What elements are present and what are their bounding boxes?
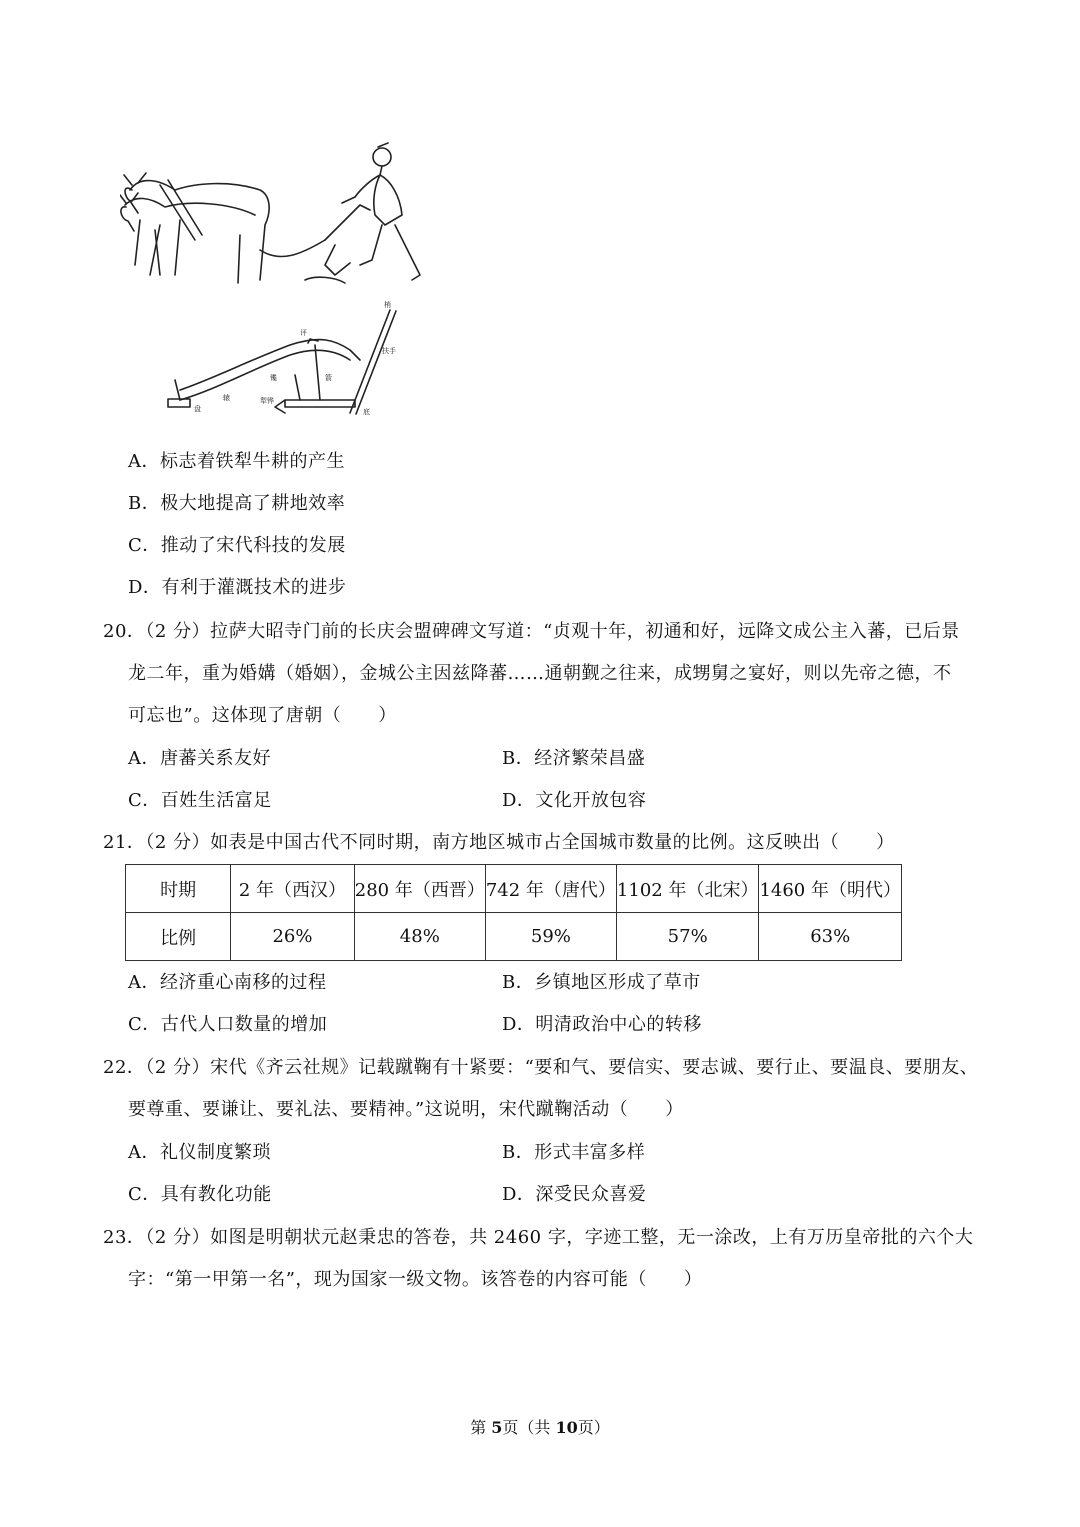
table-cell: 26% [231,913,355,961]
ox-plough-illustration [120,135,450,435]
q19-option-d: D．有利于灌溉技术的进步 [128,577,347,598]
q22-option-b: B．形式丰富多样 [502,1142,646,1163]
city-ratio-table [125,864,902,961]
q22-option-c: C．具有教化功能 [128,1184,272,1205]
q23-stem-line1: 23．（2 分）如图是明朝状元赵秉忠的答卷，共 2460 字，字迹工整，无一涂改，上有万历皇帝批的六个大 [103,1227,974,1248]
q22-option-d: D．深受民众喜爱 [502,1184,647,1205]
table-cell: 时期 [126,865,231,913]
table-cell: 比例 [126,913,231,961]
q20-option-a: A．唐蕃关系友好 [128,748,271,769]
q22-option-a: A．礼仪制度繁琐 [128,1142,271,1163]
q21-stem: 21．（2 分）如表是中国古代不同时期，南方地区城市占全国城市数量的比例。这反映出（ ） [103,832,895,853]
page-footer: 第 5页（共 10页） [470,1418,610,1437]
q20-stem-line1: 20．（2 分）拉萨大昭寺门前的长庆会盟碑碑文写道：“贞观十年，初通和好，远降文成公主入蕃，已后景 [103,621,960,642]
plough-label-tuo: 盘 [194,405,201,413]
table-header-row [126,865,902,913]
plough-label-lihua: 犁铧 [260,397,274,405]
table-cell: 742 年（唐代） [485,865,616,913]
table-cell: 48% [354,913,485,961]
q20-option-c: C．百姓生活富足 [128,790,272,811]
table-cell: 59% [485,913,616,961]
plough-label-di: 底 [363,408,370,416]
table-cell: 1102 年（北宋） [616,865,759,913]
table-cell: 1460 年（明代） [759,865,902,913]
q20-option-b: B．经济繁荣昌盛 [502,748,646,769]
q19-option-a: A．标志着铁犁牛耕的产生 [128,451,345,472]
table-cell: 63% [759,913,902,961]
plough-label-bi: 镵 [270,374,277,382]
q21-option-c: C．古代人口数量的增加 [128,1014,328,1035]
q21-option-b: B．乡镇地区形成了草市 [502,972,701,993]
page-total: 10 [555,1418,578,1437]
plough-label-ping: 评 [300,329,307,337]
q22-stem-line2: 要尊重、要谦让、要礼法、要精神。”这说明，宋代蹴鞠活动（ ） [128,1099,684,1120]
q20-stem-line2: 龙二年，重为婚媾（婚姻），金城公主因兹降蕃……通朝觐之往来，成甥舅之宴好，则以先帝之德，不 [128,663,952,684]
page-number: 5 [491,1418,503,1437]
q19-option-c: C．推动了宋代科技的发展 [128,535,346,556]
q22-stem-line1: 22．（2 分）宋代《齐云社规》记载蹴鞠有十紧要：“要和气、要信实、要志诚、要行止、要温良、要朋友、 [103,1057,979,1078]
q19-option-b: B．极大地提高了耕地效率 [128,493,346,514]
plough-label-fushou: 扶手 [382,347,396,355]
plough-label-yuan: 辕 [223,394,230,402]
plough-label-jian: 箭 [325,374,332,382]
q20-stem-line3: 可忘也”。这体现了唐朝（ ） [128,705,397,726]
q21-option-a: A．经济重心南移的过程 [128,972,327,993]
q20-option-d: D．文化开放包容 [502,790,647,811]
q21-option-d: D．明清政治中心的转移 [502,1014,702,1035]
table-cell: 280 年（西晋） [354,865,485,913]
q23-stem-line2: 字：“第一甲第一名”，现为国家一级文物。该答卷的内容可能（ ） [128,1269,703,1290]
plough-label-shao: 梢 [384,301,391,309]
table-cell: 2 年（西汉） [231,865,355,913]
table-row [126,913,902,961]
table-cell: 57% [616,913,759,961]
